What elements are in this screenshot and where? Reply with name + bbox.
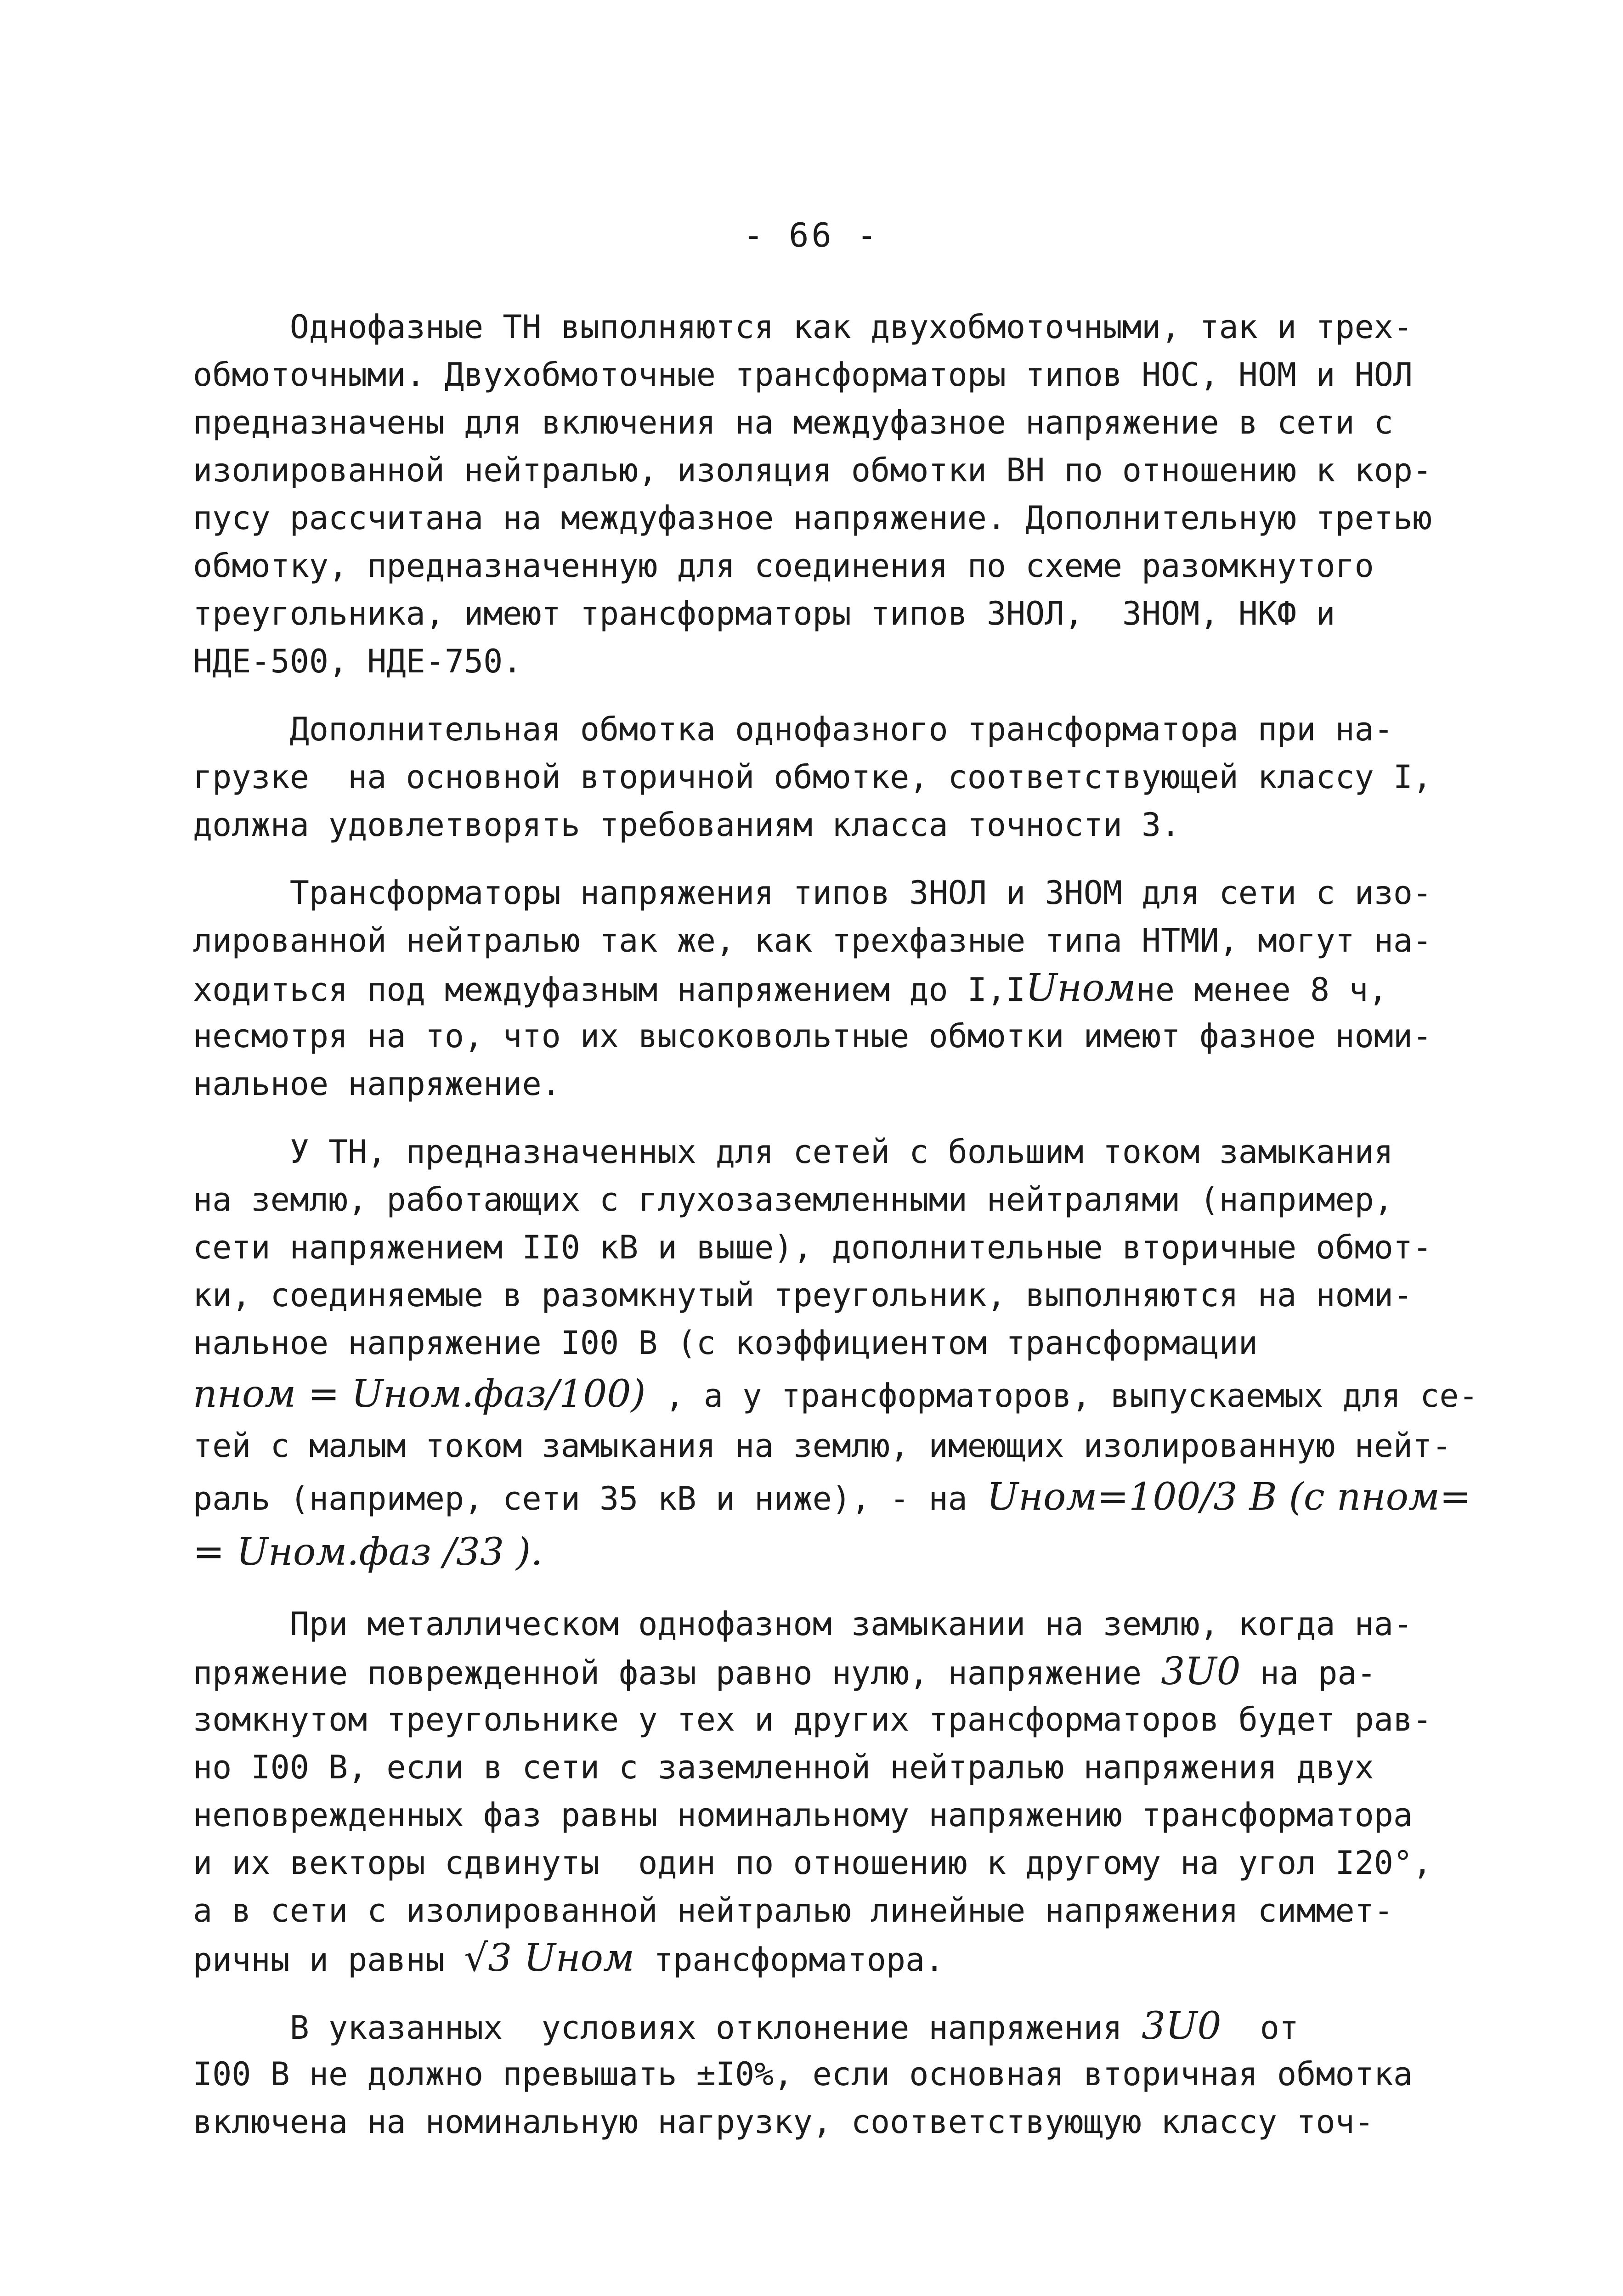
paragraph-5 xyxy=(193,1600,1433,1982)
text-line: Трансформаторы напряжения типов ЗНОЛ и ЗНОМ для сети с изо- xyxy=(193,874,1432,912)
text-segment: ходиться под междуфазным напряжением до I,I xyxy=(193,971,1026,1009)
page-number: - 66 - xyxy=(743,216,880,254)
text-line: но I00 В, если в сети с заземленной нейтралью напряжения двух xyxy=(193,1749,1374,1786)
text-line: Дополнительная обмотка однофазного трансформатора при на- xyxy=(193,711,1393,748)
text-segment: на ра- xyxy=(1240,1654,1376,1692)
text-line xyxy=(193,1470,1471,1525)
formula-symbol: Uном xyxy=(1025,966,1136,1010)
text-line: на землю, работающих с глухозаземленными нейтралями (например, xyxy=(193,1181,1393,1219)
text-line: ки, соединяемые в разомкнутый треугольник, выполняются на номи- xyxy=(193,1276,1413,1314)
text-line: сети напряжением II0 кВ и выше), дополнительные вторичные обмот- xyxy=(193,1229,1432,1266)
text-line: НДЕ-500, НДЕ-750. xyxy=(193,643,522,680)
formula: Uном=100/3 В (с nном= xyxy=(986,1475,1471,1519)
text-line: лированной нейтралью так же, как трехфазные типа НТМИ, могут на- xyxy=(193,922,1432,959)
text-line: несмотря на то, что их высоковольтные обмотки имеют фазное номи- xyxy=(193,1017,1432,1055)
paragraph-1 xyxy=(193,303,1433,685)
text-line: обмоточными. Двухобмоточные трансформаторы типов НОС, НОМ и НОЛ xyxy=(193,356,1413,394)
text-line: нальное напряжение. xyxy=(193,1065,561,1103)
text-line: предназначены для включения на междуфазное напряжение в сети с xyxy=(193,404,1393,441)
text-segment: , а у трансформаторов, выпускаемых для се- xyxy=(645,1377,1478,1415)
text-line xyxy=(193,1648,1433,1696)
text-line: обмотку, предназначенную для соединения по схеме разомкнутого xyxy=(193,547,1374,585)
text-line xyxy=(193,1525,1433,1580)
text-segment: раль (например, сети 35 кВ и ниже), - на xyxy=(193,1480,987,1518)
text-line: У ТН, предназначенных для сетей с большим током замыкания xyxy=(193,1133,1393,1171)
formula: nном = Uном.фаз/100) xyxy=(193,1372,646,1416)
formula-symbol: 3U0 xyxy=(1142,2004,1221,2048)
text-segment: не менее 8 ч, xyxy=(1136,971,1388,1009)
text-line xyxy=(193,965,1433,1012)
text-line: I00 В не должно превышать ±I0%, если основная вторичная обмотка xyxy=(193,2055,1413,2093)
text-line: нальное напряжение I00 В (с коэффициентом трансформации xyxy=(193,1324,1258,1362)
paragraph-4 xyxy=(193,1128,1478,1580)
text-line: зомкнутом треугольнике у тех и других трансформаторов будет рав- xyxy=(193,1701,1432,1738)
text-line: Однофазные ТН выполняются как двухобмоточными, так и трех- xyxy=(193,308,1413,346)
text-segment: трансформатора. xyxy=(634,1941,944,1979)
paragraph-3 xyxy=(193,869,1433,1108)
formula-symbol: √3 Uном xyxy=(464,1936,634,1980)
text-line: тей с малым током замыкания на землю, имеющих изолированную нейт- xyxy=(193,1427,1452,1465)
text-line: включена на номинальную нагрузку, соответствующую классу точ- xyxy=(193,2103,1374,2141)
text-line xyxy=(193,1935,1433,1982)
text-line xyxy=(193,1367,1478,1422)
formula-symbol: 3U0 xyxy=(1161,1650,1241,1693)
paragraph-6 xyxy=(193,2003,1433,2146)
text-segment: пряжение поврежденной фазы равно нулю, напряжение xyxy=(193,1654,1161,1692)
text-segment: В указанных условиях отклонение напряжения xyxy=(193,2009,1142,2047)
document-body xyxy=(193,303,1478,2146)
text-line: неповрежденных фаз равны номинальному напряжению трансформатора xyxy=(193,1796,1413,1834)
text-line: должна удовлетворять требованиям класса точности 3. xyxy=(193,806,1181,844)
text-line: треугольника, имеют трансформаторы типов ЗНОЛ, ЗНОМ, НКФ и xyxy=(193,595,1335,632)
text-segment: от xyxy=(1221,2009,1299,2047)
text-segment: ричны и равны xyxy=(193,1941,464,1979)
text-line: а в сети с изолированной нейтралью линейные напряжения симмет- xyxy=(193,1892,1393,1929)
text-line: и их векторы сдвинуты один по отношению к другому на угол I20°, xyxy=(193,1844,1432,1882)
text-line: пусу рассчитана на междуфазное напряжение. Дополнительную третью xyxy=(193,499,1432,537)
text-line xyxy=(193,2003,1433,2050)
formula: = Uном.фаз /33 ). xyxy=(193,1530,543,1574)
text-line: грузке на основной вторичной обмотке, соответствующей классу I, xyxy=(193,758,1432,796)
text-line: изолированной нейтралью, изоляция обмотки ВН по отношению к кор- xyxy=(193,451,1432,489)
text-line: При металлическом однофазном замыкании на землю, когда на- xyxy=(193,1605,1413,1643)
paragraph-2 xyxy=(193,705,1433,849)
